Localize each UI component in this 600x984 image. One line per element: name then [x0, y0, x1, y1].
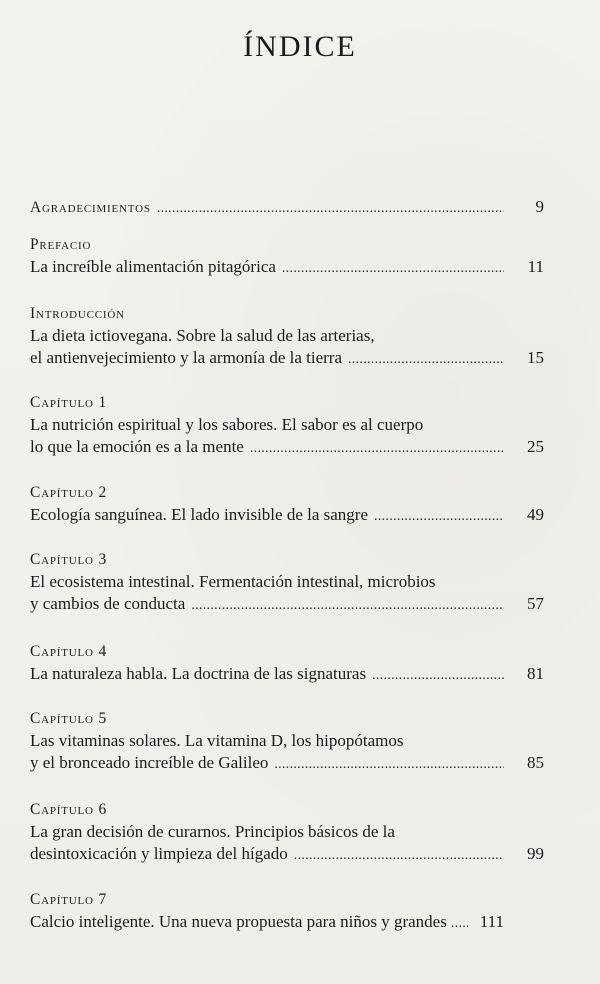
toc-line [30, 752, 544, 774]
toc-entry-capitulo-1 [30, 392, 544, 458]
toc-entry-introduccion [30, 303, 544, 369]
toc-line [30, 256, 544, 278]
dot-leader [191, 593, 504, 617]
toc-entry-text: Agradecimientos [30, 199, 151, 216]
dot-leader [348, 347, 504, 371]
page-number: 9 [535, 197, 544, 216]
section-heading: Capítulo 3 [30, 551, 108, 568]
toc-entry-text: Las vitaminas solares. La vitamina D, los hipopótamos [30, 731, 404, 750]
section-heading: Capítulo 7 [30, 891, 108, 908]
dot-leader [282, 256, 504, 280]
page-title: ÍNDICE [243, 30, 357, 63]
toc-entry-text: lo que la emoción es a la mente [30, 437, 244, 456]
page-number: 11 [527, 257, 544, 276]
section-heading: Capítulo 4 [30, 643, 108, 660]
toc-entry-capitulo-5 [30, 708, 544, 774]
toc-entry-capitulo-4 [30, 641, 544, 685]
toc-line [30, 436, 544, 458]
toc-entry-text: y cambios de conducta [30, 594, 186, 613]
page-number: 15 [527, 348, 544, 367]
dot-leader [372, 663, 504, 687]
toc-entry-capitulo-7 [30, 889, 544, 933]
page-number: 25 [527, 437, 544, 456]
toc-line [30, 196, 544, 218]
toc-entry-text: La naturaleza habla. La doctrina de las signaturas [30, 664, 367, 683]
toc-line [30, 593, 544, 615]
section-heading: Prefacio [30, 236, 92, 253]
section-heading: Capítulo 6 [30, 801, 108, 818]
toc-entry-text: El ecosistema intestinal. Fermentación intestinal, microbios [30, 572, 436, 591]
toc-entry-capitulo-6 [30, 799, 544, 865]
toc-entry-prefacio [30, 234, 544, 278]
dot-leader [274, 752, 504, 776]
page-number: 49 [527, 505, 544, 524]
toc-entry-text: y el bronceado increíble de Galileo [30, 753, 269, 772]
page-number: 57 [527, 594, 544, 613]
page-number: 85 [527, 753, 544, 772]
toc-entry-capitulo-2 [30, 482, 544, 526]
section-heading: Capítulo 5 [30, 710, 108, 727]
toc-line [30, 347, 544, 369]
toc-line [30, 663, 544, 685]
toc-entry-text: Ecología sanguínea. El lado invisible de la sangre [30, 505, 369, 524]
toc-entry-text: La increíble alimentación pitagórica [30, 257, 276, 276]
toc-entry-text: desintoxicación y limpieza del hígado [30, 844, 288, 863]
page-number: 81 [527, 664, 544, 683]
dot-leader [374, 504, 504, 528]
section-heading: Capítulo 1 [30, 394, 108, 411]
dot-leader [451, 911, 468, 935]
page-number: 99 [527, 844, 544, 863]
toc-line [30, 911, 544, 933]
toc-entry-text: La dieta ictiovegana. Sobre la salud de las arterias, [30, 326, 375, 345]
dot-leader [250, 436, 504, 460]
toc-entry-text: Calcio inteligente. Una nueva propuesta para niños y grandes [30, 912, 447, 931]
dot-leader [157, 196, 504, 220]
toc-entry-agradecimientos [30, 196, 544, 218]
toc-entry-text: La nutrición espiritual y los sabores. El sabor es al cuerpo [30, 415, 424, 434]
page-number: 111 [479, 912, 504, 931]
toc-entry-text: La gran decisión de curarnos. Principios básicos de la [30, 822, 395, 841]
section-heading: Introducción [30, 305, 125, 322]
toc-line [30, 504, 544, 526]
toc-entry-text: el antienvejecimiento y la armonía de la tierra [30, 348, 342, 367]
toc-entry-capitulo-3 [30, 549, 544, 615]
toc-line [30, 843, 544, 865]
dot-leader [294, 843, 504, 867]
section-heading: Capítulo 2 [30, 484, 108, 501]
